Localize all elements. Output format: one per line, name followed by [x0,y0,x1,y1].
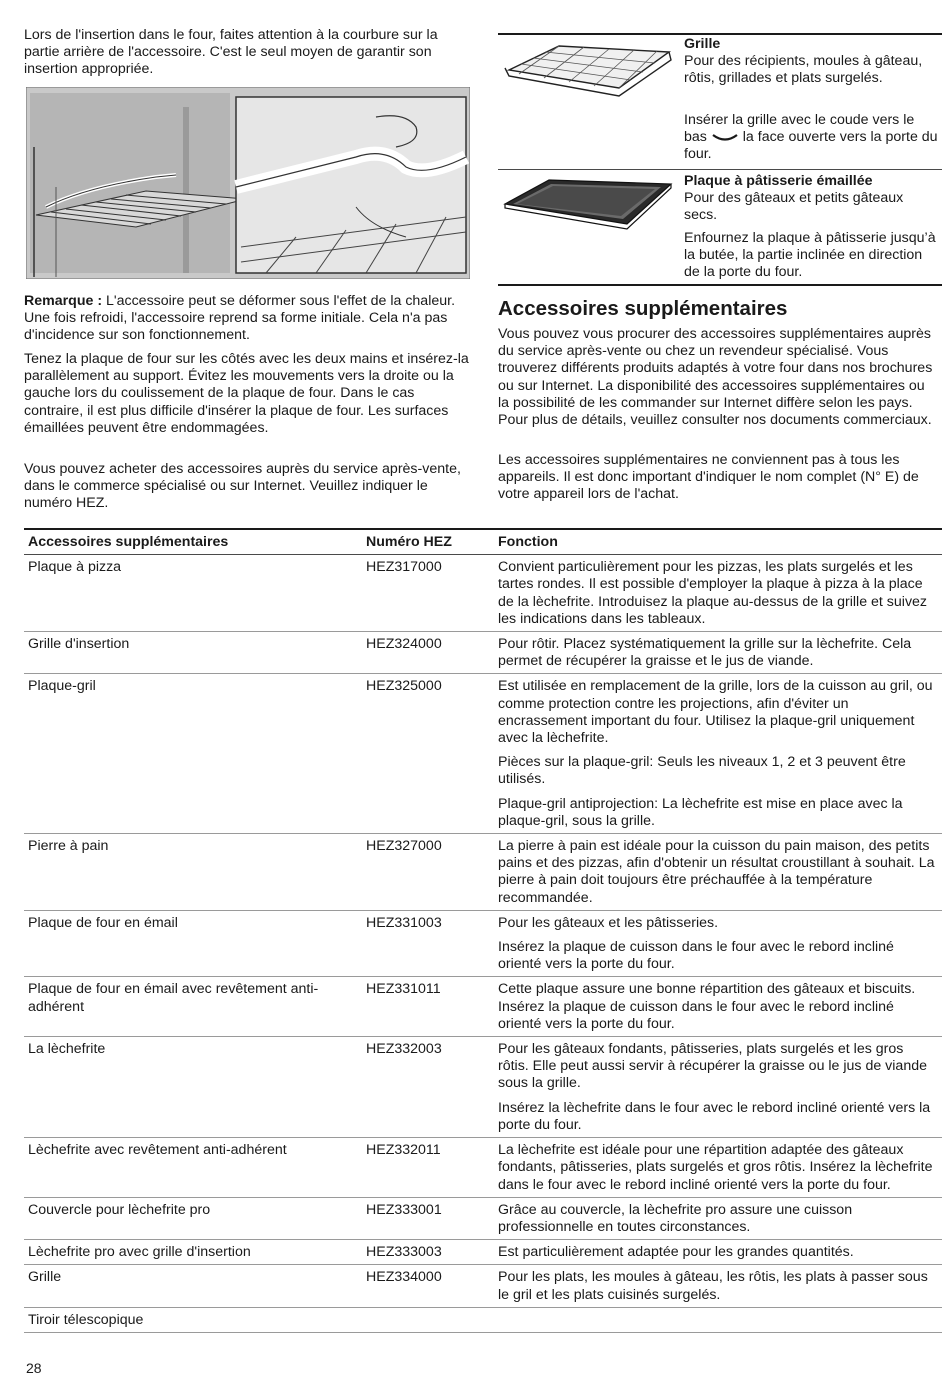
hez-number: HEZ325000 [362,674,494,834]
hez-number: HEZ332003 [362,1037,494,1138]
table-row [24,1037,942,1138]
table-row [24,632,942,674]
function-paragraph: Insérez la plaque de cuisson dans le four avec le rebord incliné orienté vers la porte du four. [498,939,894,973]
top-rule [498,33,942,35]
function-paragraph: Convient particulièrement pour les pizzas, les plats surgelés et les tartes rondes. Il est possible d'employer la plaque à pizza à la place de la lèchefrite. Introduisez la plaque au-dessus de la grille et suivez les indications dans les tableaux. [498,559,928,627]
grille-title: Grille [684,36,721,52]
oven-rack-insertion-illustration [26,87,470,279]
curve-down-icon [711,132,739,142]
function-paragraph: Est utilisée en remplacement de la grille, lors de la cuisson au gril, ou comme protection contre les projections, afin d'éviter un encrassement important du four. Utilisez la plaque-gril uniquement avec la lèchefrite. [498,678,933,747]
baking-tray-icon [499,174,677,232]
table-row [24,834,942,911]
accessory-function [494,910,942,977]
function-paragraph: Pour les gâteaux et les pâtisseries. [498,914,719,931]
hez-number: HEZ317000 [362,555,494,632]
function-paragraph: Pièces sur la plaque-gril: Seuls les niveaux 1, 2 et 3 peuvent être utilisés. [498,754,906,788]
header-function: Fonction [494,529,942,555]
accessory-name: Plaque-gril [24,674,362,834]
accessory-name: Couvercle pour lèchefrite pro [24,1197,362,1239]
function-paragraph: Plaque-gril antiprojection: La lèchefrite est mise en place avec la plaque-gril, sous la grille. [498,795,903,829]
accessory-name: Lèchefrite avec revêtement anti-adhérent [24,1138,362,1198]
hez-number [362,1307,494,1332]
plaque-title: Plaque à pâtisserie émaillée [684,173,873,189]
table-row [24,1265,942,1307]
accessories-paragraph-2: Les accessoires supplémentaires ne conviennent pas à tous les appareils. Il est donc important d'indiquer le nom complet (N° E) de votre appareil lors de l'achat. [498,452,919,503]
hez-number: HEZ331011 [362,977,494,1037]
function-paragraph: Pour les gâteaux fondants, pâtisseries, plats surgelés et les gros rôtis. Elle peut aussi servir à récupérer la graisse ou le jus de viande sous la grille. [498,1041,927,1092]
plaque-insert-instructions: Enfournez la plaque à pâtisserie jusqu’à la butée, la partie inclinée en direction de la porte du four. [684,230,936,281]
accessory-name: Tiroir télescopique [24,1307,362,1332]
function-paragraph: Cette plaque assure une bonne répartition des gâteaux et biscuits. Insérez la plaque de cuisson dans le four avec le rebord incliné orienté vers la porte du four. [498,981,916,1032]
accessory-function [494,1138,942,1198]
accessory-function [494,1240,942,1265]
function-paragraph: Grâce au couvercle, la lèchefrite pro assure une cuisson professionnelle en toutes circonstances. [498,1201,853,1235]
accessory-name: Grille [24,1265,362,1307]
accessory-name: La lèchefrite [24,1037,362,1138]
plaque-description: Pour des gâteaux et petits gâteaux secs. [684,190,904,224]
hez-number: HEZ334000 [362,1265,494,1307]
accessory-function [494,1307,942,1332]
accessory-function [494,1265,942,1307]
accessory-function [494,555,942,632]
hez-number: HEZ333003 [362,1240,494,1265]
grille-insert-instructions: Insérer la grille avec le coude vers le bas la face ouverte vers la porte du four. [684,112,938,163]
hez-number: HEZ331003 [362,910,494,977]
purchase-paragraph: Vous pouvez acheter des accessoires auprès du service après-vente, dans le commerce spécialisé ou sur Internet. Veuillez indiquer le numéro HEZ. [24,461,461,512]
accessory-name: Lèchefrite pro avec grille d'insertion [24,1240,362,1265]
hez-number: HEZ324000 [362,632,494,674]
bottom-rule [498,284,942,286]
header-accessory: Accessoires supplémentaires [24,529,362,555]
accessory-function [494,1197,942,1239]
table-row [24,977,942,1037]
accessory-name: Plaque de four en émail avec revêtement anti-adhérent [24,977,362,1037]
grille-description: Pour des récipients, moules à gâteau, rôtis, grillades et plats surgelés. [684,53,923,87]
function-paragraph: La lèchefrite est idéale pour une répartition adaptée des gâteaux fondants, pâtisseries, plats surgelés et gros rôtis. Insérez la lèchefrite dans le four avec le rebord incliné orienté vers la porte du four. [498,1142,933,1193]
item-divider [498,169,942,170]
intro-paragraph: Lors de l'insertion dans le four, faites attention à la courbure sur la partie arrière de l'accessoire. C'est le seul moyen de garantir son insertion appropriée. [24,27,438,78]
hez-number: HEZ333001 [362,1197,494,1239]
accessory-function [494,834,942,911]
hez-number: HEZ327000 [362,834,494,911]
table-row [24,910,942,977]
accessory-function [494,674,942,834]
accessories-paragraph-1: Vous pouvez vous procurer des accessoires supplémentaires auprès du service après-vente ou chez un revendeur spécialisé. Vous trouverez différents produits adaptés à votre four dans nos brochures ou sur Internet. La disponibilité des accessoires supplémentaires ou la possibilité de les commander sur Internet diffère selon les pays. Pour plus de détails, veuillez consulter nos documents commerciaux. [498,326,933,429]
accessory-name: Plaque de four en émail [24,910,362,977]
function-paragraph: Insérez la lèchefrite dans le four avec le rebord incliné orienté vers la porte du four. [498,1099,931,1133]
table-row [24,555,942,632]
section-heading: Accessoires supplémentaires [498,297,788,320]
page-number: 28 [26,1360,42,1376]
accessory-function [494,632,942,674]
remark-paragraph [24,293,472,345]
table-row [24,674,942,834]
function-paragraph: La pierre à pain est idéale pour la cuisson du pain maison, des petits pains et des pizzas, afin d'obtenir un résultat croustillant à souhait. La pierre à pain doit toujours être préchauffée à la température recommandée. [498,838,935,906]
table-row [24,1240,942,1265]
accessory-name: Pierre à pain [24,834,362,911]
remark-text: L'accessoire peut se déformer sous l'effet de la chaleur. Une fois refroidi, l'accessoire reprend sa forme initiale. Cela n'a pas d'incidence sur son fonctionnement. [24,293,456,344]
wire-rack-icon [499,40,677,102]
table-row [24,1307,942,1332]
accessories-table [24,528,942,1333]
handling-paragraph: Tenez la plaque de four sur les côtés avec les deux mains et insérez-la parallèlement au support. Évitez les mouvements vers la droite ou la gauche lors du coulissement de la plaque de four. Dans le cas contraire, il est plus difficile d'insérer la plaque de four. Les surfaces émaillées peuvent être endommagées. [24,351,469,436]
accessory-function [494,1037,942,1138]
function-paragraph: Pour rôtir. Placez systématiquement la grille sur la lèchefrite. Cela permet de récupérer la graisse et le jus de viande. [498,636,912,670]
accessory-function [494,977,942,1037]
table-row [24,1138,942,1198]
accessory-name: Grille d'insertion [24,632,362,674]
function-paragraph: Pour les plats, les moules à gâteau, les rôtis, les plats à passer sous le gril et les plats cuisinés surgelés. [498,1269,928,1303]
table-header-row [24,529,942,555]
header-hez: Numéro HEZ [362,529,494,555]
accessory-name: Plaque à pizza [24,555,362,632]
remark-label: Remarque : [24,293,103,309]
hez-number: HEZ332011 [362,1138,494,1198]
function-paragraph: Est particulièrement adaptée pour les grandes quantités. [498,1244,854,1261]
table-row [24,1197,942,1239]
